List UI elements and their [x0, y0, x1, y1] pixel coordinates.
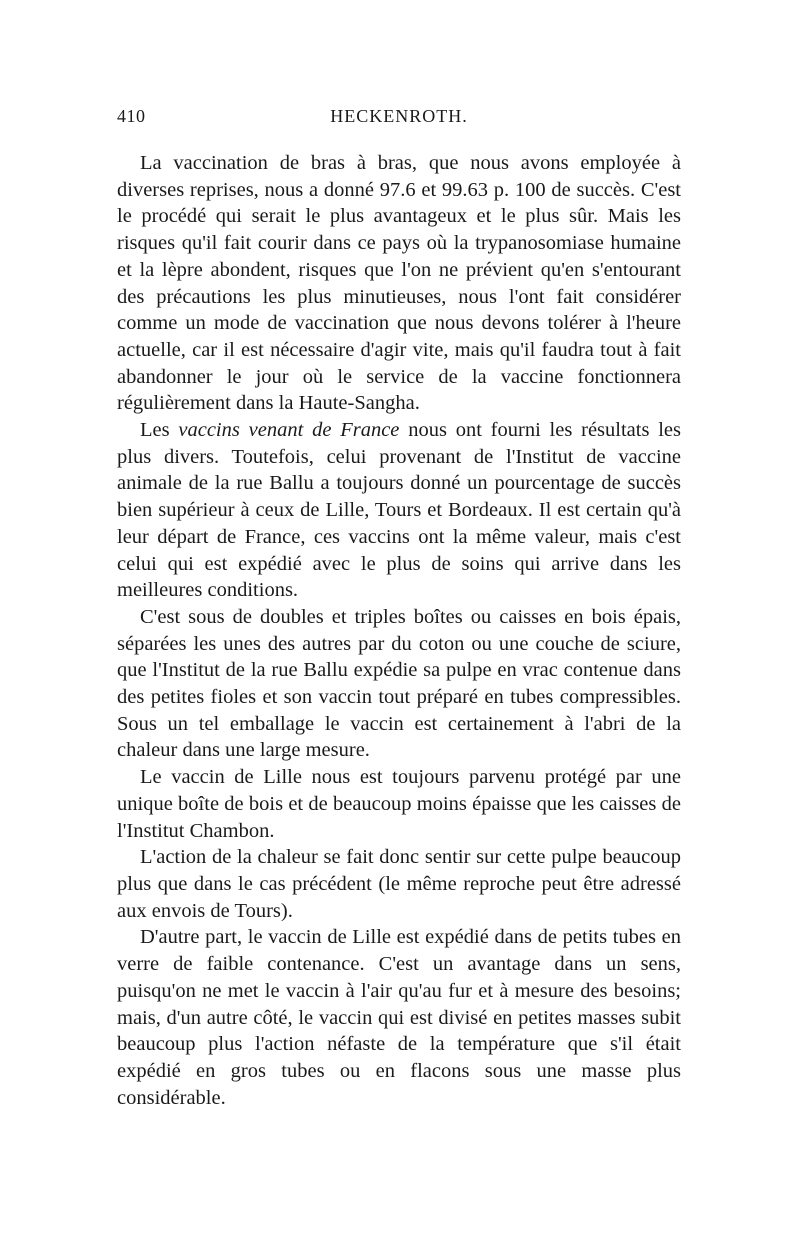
paragraph-2 [117, 417, 681, 604]
running-head [117, 106, 681, 136]
paragraph-6: D'autre part, le vaccin de Lille est expédié dans de petits tubes en verre de faible contenance. C'est un avantage dans un sens, puisqu'on ne met le vaccin à l'air qu'au fur et à mesure des besoins; mais, d'un autre côté, le vaccin qui est divisé en petites masses subit beaucoup plus l'action néfaste de la température que s'il était expédié en gros tubes ou en flacons sous une masse plus considérable. [117, 926, 681, 1109]
paragraph-2-lead: Les [140, 419, 179, 442]
book-page [117, 106, 681, 1111]
paragraph-5: L'action de la chaleur se fait donc sentir sur cette pulpe beaucoup plus que dans le cas précédent (le même reproche peut être adressé aux envois de Tours). [117, 846, 681, 922]
paragraph-4: Le vaccin de Lille nous est toujours parvenu protégé par une unique boîte de bois et de beaucoup moins épaisse que les caisses de l'Institut Chambon. [117, 766, 681, 842]
body-text [117, 150, 681, 1111]
paragraph-2-emphasis: vaccins venant de France [178, 419, 400, 442]
page-number: 410 [117, 106, 146, 126]
paragraph-3: C'est sous de doubles et triples boîtes ou caisses en bois épais, séparées les unes des autres par du coton ou une couche de sciure, que l'Institut de la rue Ballu expédie sa pulpe en vrac contenue dans des petites fioles et son vaccin tout préparé en tubes compressibles. Sous un tel emballage le vaccin est certainement à l'abri de la chaleur dans une large mesure. [117, 605, 681, 762]
paragraph-2-text: nous ont fourni les résultats les plus divers. Toutefois, celui provenant de l'Institut de vaccine animale de la rue Ballu a toujours donné un pourcentage de succès bien supérieur à ceux de Lille, Tours et Bordeaux. Il est certain qu'à leur départ de France, ces vaccins ont la même valeur, mais c'est celui qui est expédié avec le plus de soins qui arrive dans les meilleures conditions. [117, 419, 681, 602]
paragraph-1: La vaccination de bras à bras, que nous avons employée à diverses reprises, nous a donné 97.6 et 99.63 p. 100 de succès. C'est le procédé qui serait le plus avantageux et le plus sûr. Mais les risques qu'il fait courir dans ce pays où la trypanosomiase humaine et la lèpre abondent, risques que l'on ne prévient qu'en s'entourant des précautions les plus minutieuses, nous l'ont fait considérer comme un mode de vaccination que nous devons tolérer à l'heure actuelle, car il est nécessaire d'agir vite, mais qu'il faudra tout à fait abandonner le jour où le service de la vaccine fonctionnera régulièrement dans la Haute-Sangha. [117, 152, 681, 415]
running-title: HECKENROTH. [330, 106, 468, 126]
